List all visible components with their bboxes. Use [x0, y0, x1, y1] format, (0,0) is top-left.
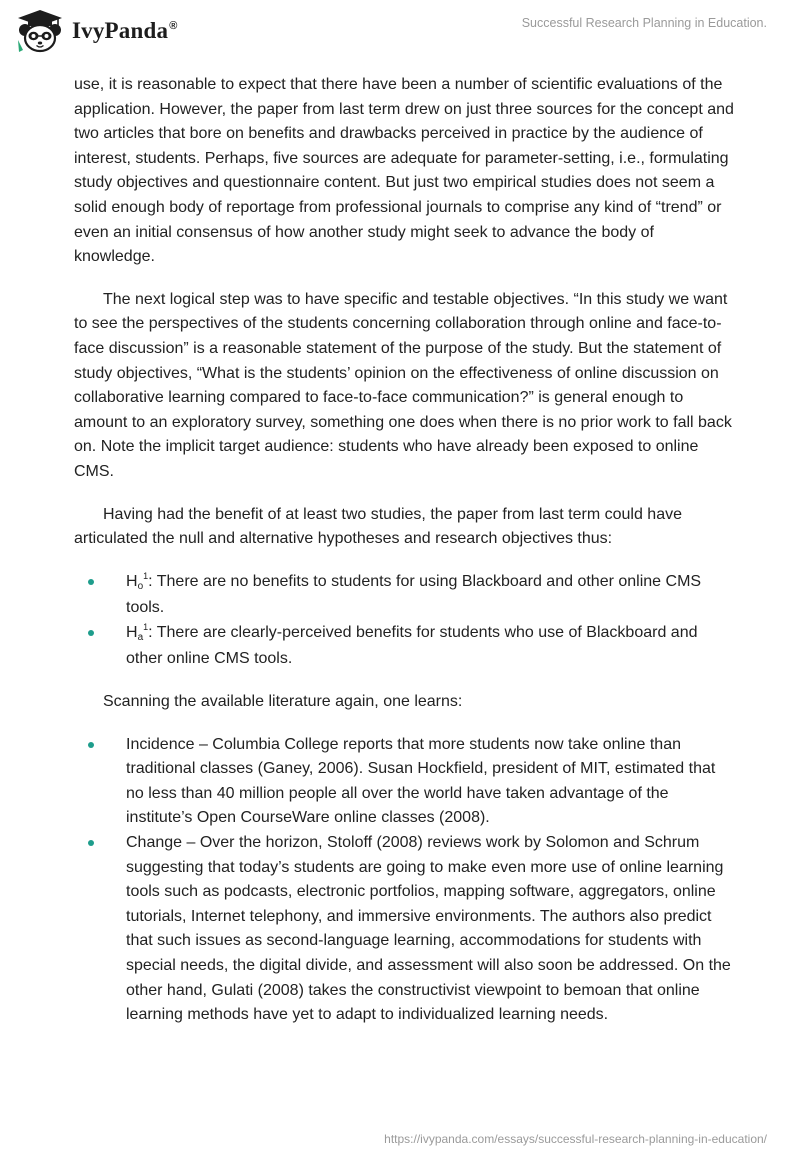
hypothesis-symbol: H [126, 572, 138, 590]
paragraph-1: use, it is reasonable to expect that there have been a number of scientific evaluations of the application. However, the paper from last term drew on just three sources for the concept and two articles that bore on benefits and drawbacks perceived in practice by the audience of interest, students. Perhaps, five sources are adequate for parameter-setting, i.e., formulating study objectives and questionnaire content. But just two empirical studies does not seem a solid enough body of reportage from professional journals to comprise any kind of “trend” or even an initial consensus of how another study might seek to advance the body of knowledge. [74, 76, 734, 266]
bullet-icon [88, 840, 94, 846]
hypothesis-superscript: 1 [143, 570, 149, 581]
paragraph-2: The next logical step was to have specific and testable objectives. “In this study we want to see the perspectives of the students concerning collaboration through online and face-to-face discussion” is a reasonable statement of the purpose of the study. But the statement of study objectives, “What is the students’ opinion on the effectiveness of online discussion on collaborative learning compared to face-to-face communication?” is general enough to amount to an exploratory survey, something one does when there is no prior work to fall back on. Note the implicit target audience: students who have already been exposed to online CMS. [74, 290, 732, 480]
hypothesis-subscript: a [137, 631, 144, 643]
findings-list [74, 733, 734, 1028]
list-item-alternative-hypothesis [74, 621, 734, 672]
hypothesis-text: : There are clearly-perceived benefits for students who use of Blackboard and other online CMS tools. [126, 623, 698, 668]
source-url-link[interactable]: https://ivypanda.com/essays/successful-research-planning-in-education/ [384, 1132, 767, 1146]
bullet-icon [88, 630, 94, 636]
hypothesis-text: : There are no benefits to students for using Blackboard and other online CMS tools. [126, 572, 702, 617]
page-header [0, 0, 800, 70]
bullet-icon [88, 579, 94, 585]
list-item-null-hypothesis [74, 570, 734, 621]
ivypanda-logo[interactable] [14, 8, 178, 54]
essay-body [74, 73, 734, 1046]
hypothesis-superscript: 1 [143, 621, 149, 632]
hypothesis-subscript: o [137, 580, 144, 592]
finding-text: Change – Over the horizon, Stoloff (2008) reviews work by Solomon and Schrum suggesting that today’s students are going to make even more use of online learning tools such as podcasts, electronic portfolios, mapping software, aggregators, online tutorials, Internet telephony, and immersive environments. The authors also predict that such issues as second-language learning, accommodations for students with special needs, the digital divide, and assessment will also soon be addressed. On the other hand, Gulati (2008) takes the constructivist viewpoint to bemoan that online learning methods have yet to adapt to individualized learning needs. [126, 834, 731, 1024]
list-item-change [74, 831, 734, 1028]
list-item-incidence [74, 733, 734, 831]
registered-mark: ® [169, 20, 178, 33]
bullet-icon [88, 742, 94, 748]
hypotheses-list [74, 570, 734, 672]
document-title: Successful Research Planning in Education. [521, 16, 767, 30]
panda-graduate-icon [14, 8, 66, 54]
paragraph-4: Scanning the available literature again, one learns: [103, 693, 463, 711]
brand-name: IvyPanda® [72, 18, 178, 43]
hypothesis-symbol: H [126, 623, 138, 641]
paragraph-3: Having had the benefit of at least two studies, the paper from last term could have articulated the null and alternative hypotheses and research objectives thus: [74, 505, 682, 548]
finding-text: Incidence – Columbia College reports that more students now take online than traditional classes (Ganey, 2006). Susan Hockfield, president of MIT, estimated that no less than 40 million people all over the world have taken advantage of the institute’s Open CourseWare online classes (2008). [126, 735, 716, 827]
